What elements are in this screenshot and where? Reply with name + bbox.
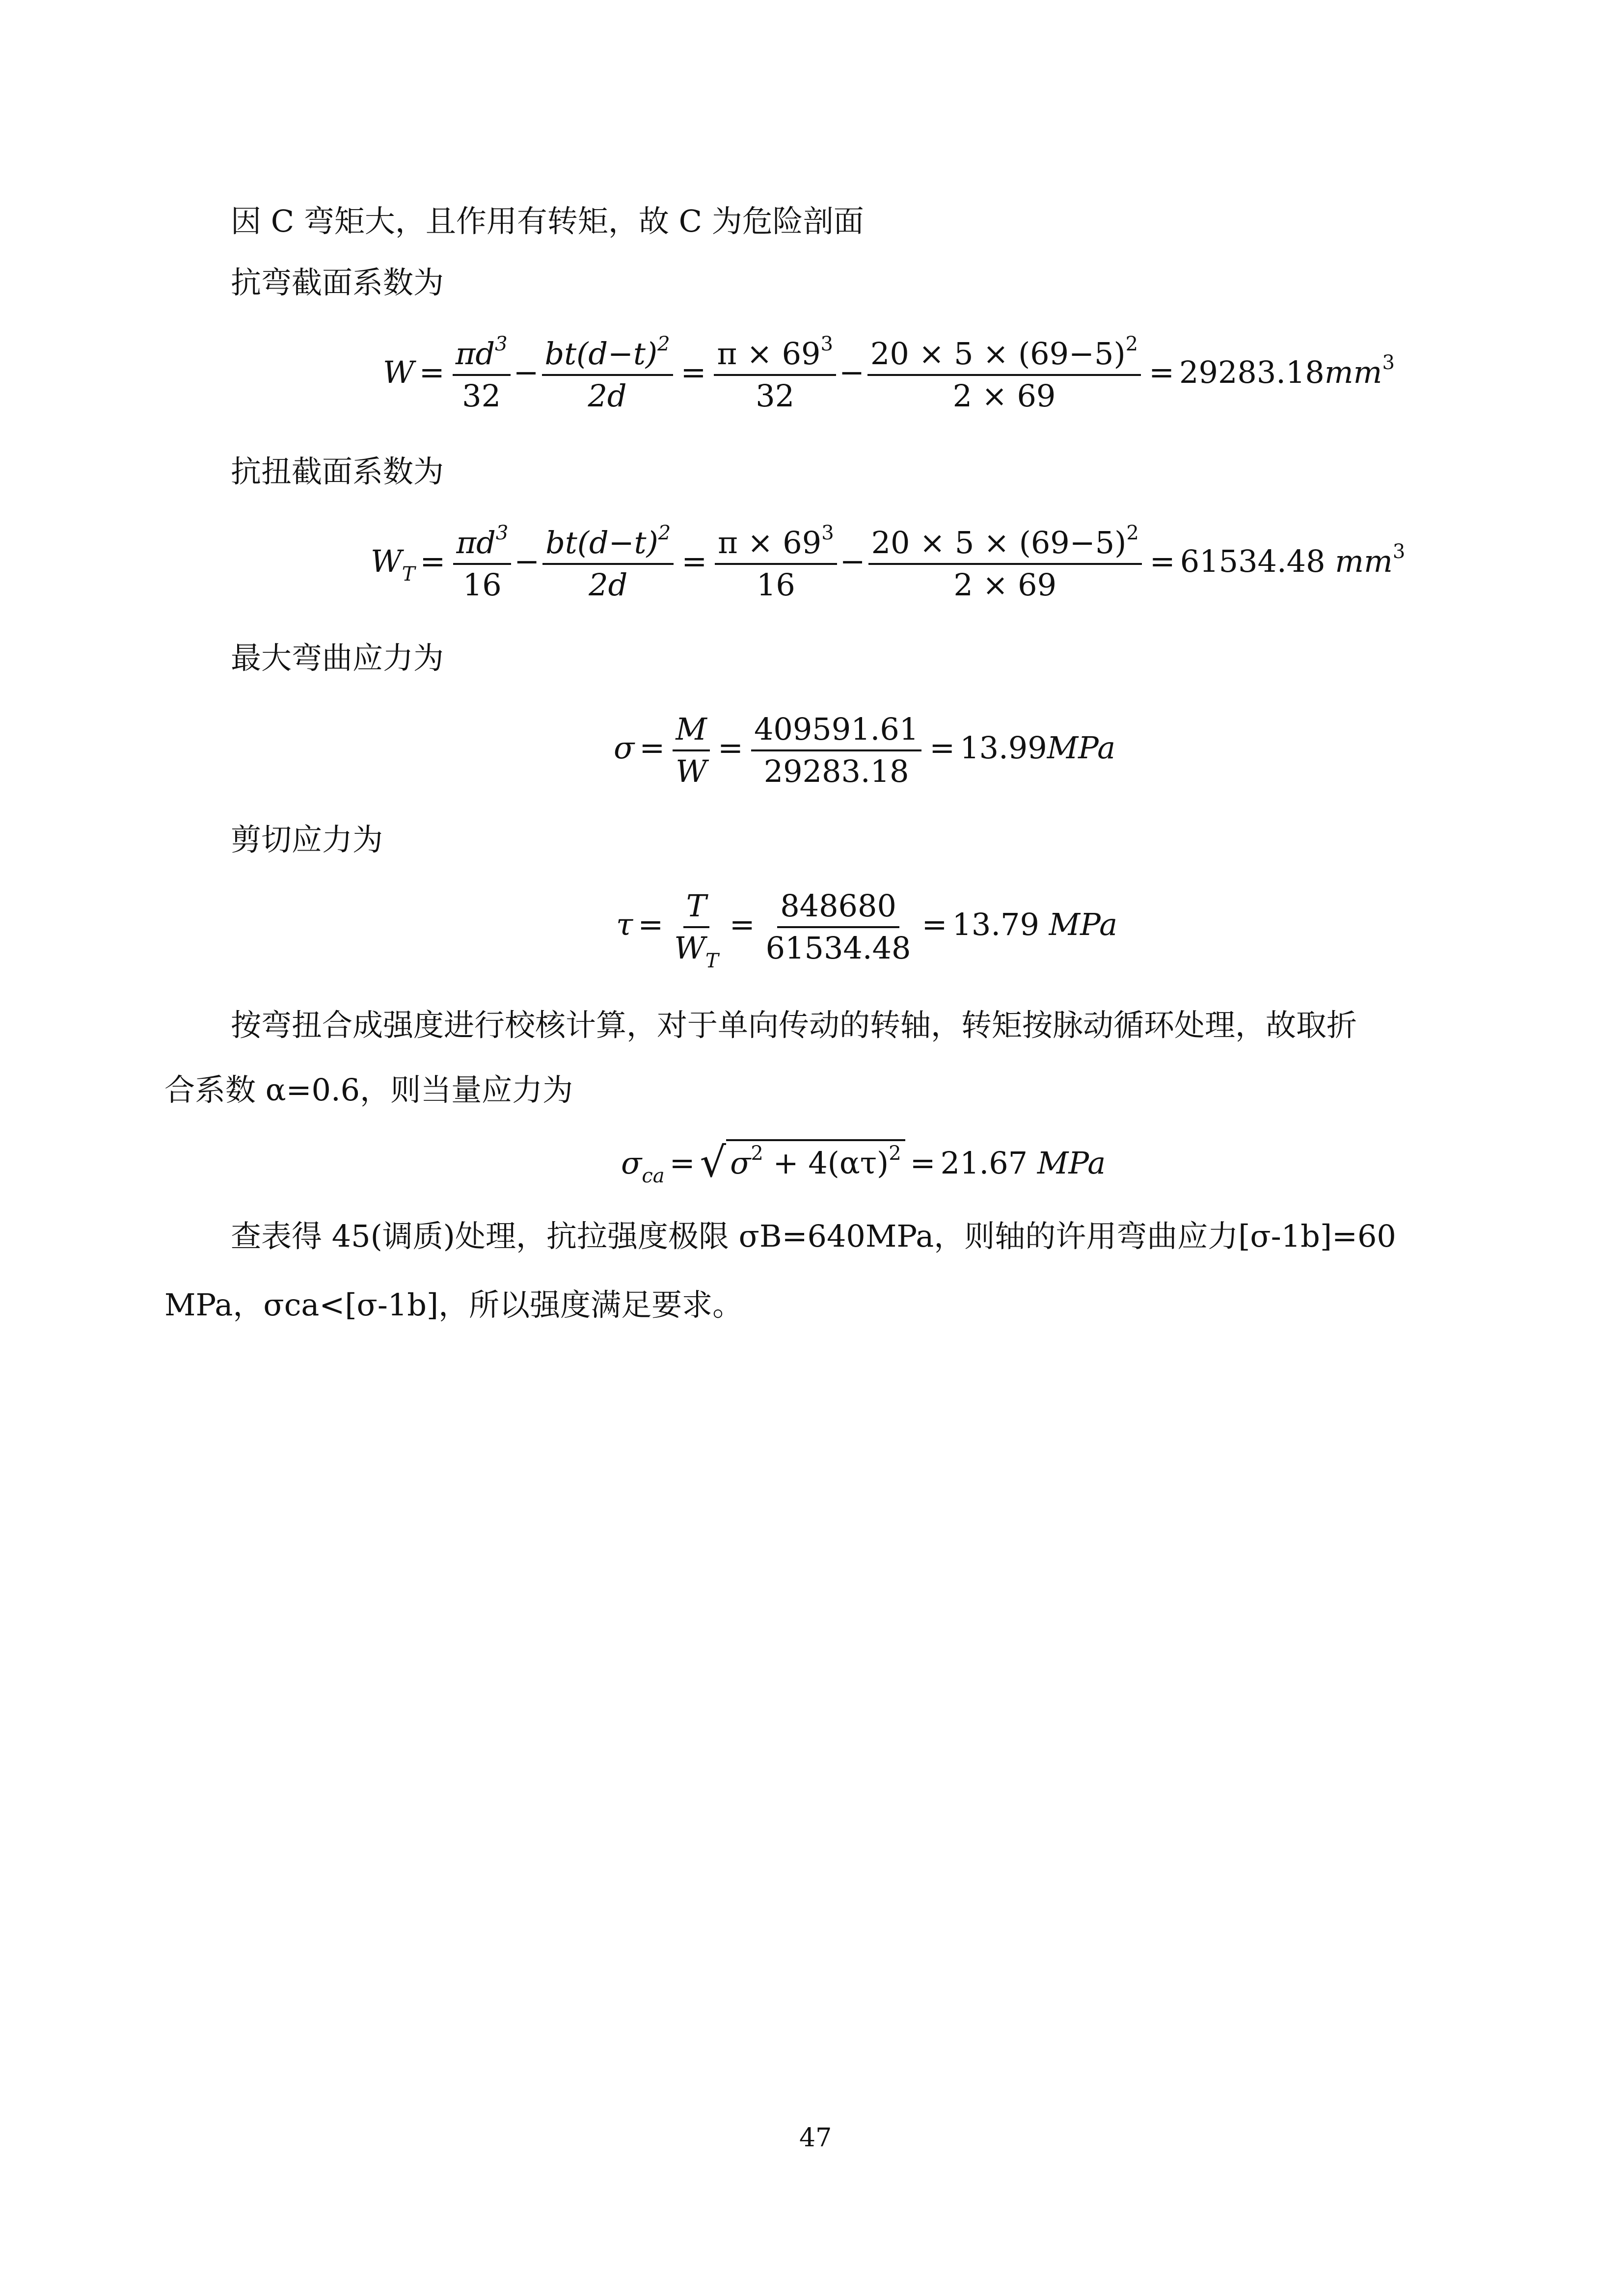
paragraph-combined-strength-line2: 合系数 α=0.6，则当量应力为: [164, 1072, 573, 1108]
eq3-frac-b: $\frac{409591.61}{29283.18}$: [751, 714, 921, 787]
line-torsion-modulus-heading: 抗扭截面系数为: [231, 454, 444, 489]
eq3-frac-a: $\frac{M}{W}$: [673, 714, 710, 787]
eq4-frac-b: $\frac{848680}{61534.48}$: [765, 888, 911, 966]
sqrt-sign: √: [700, 1138, 727, 1186]
line-shear-stress-heading: 剪切应力为: [231, 822, 383, 857]
equation-bending-stress: σ = $\frac{M}{W}$ = $\frac{409591.61}{29283.18}$ = 13.99MPa: [614, 711, 1116, 789]
equation-shear-stress: τ = $\frac{T}{W_T}$ = $\frac{848680}{61534.48}$ = 13.79 MPa: [616, 888, 1118, 972]
equation-bending-modulus: W = $\frac{\pi d^3}{32}$ − $\frac{bt(d-t)^2}{2d}$ = $\frac{\pi \times 69^3}{32}$ − $\frac{20 \times 5 \times (69-5)^2}{2 \times 69}$ = $29283.18mm^3$: [383, 333, 1395, 414]
page-number: 47: [799, 2123, 832, 2153]
eq1-frac-c: $\frac{\pi \times 69^3}{32}$: [714, 339, 836, 411]
equation-equivalent-stress: $\sigma_{ca}$ = √ $\sigma^2 + 4(\alpha\tau)^2 = 21.67$ MPa: [621, 1138, 1106, 1187]
line-bending-modulus-heading: 抗弯截面系数为: [231, 265, 444, 300]
eq5-result: 21.67: [940, 1145, 1028, 1181]
eq4-frac-a: $\frac{T}{W_T}$: [674, 888, 719, 972]
paragraph-conclusion-line2: MPa，σca<[σ-1b]，所以强度满足要求。: [164, 1287, 743, 1323]
eq1-frac-a: $\frac{\pi d^3}{32}$: [453, 339, 511, 411]
line-max-bending-stress-heading: 最大弯曲应力为: [231, 640, 444, 676]
eq2-frac-b: $\frac{bt(d-t)^2}{2d}$: [542, 528, 674, 600]
eq1-frac-b: $\frac{bt(d-t)^2}{2d}$: [542, 339, 673, 411]
eq4-result: 13.79: [952, 907, 1039, 943]
eq2-result: 61534.48: [1180, 543, 1326, 580]
paragraph-conclusion-line1: 查表得 45(调质)处理，抗拉强度极限 σB=640MPa，则轴的许用弯曲应力[σ-1b]=60: [231, 1218, 1396, 1254]
eq4-lhs: τ: [616, 907, 633, 943]
eq5-radicand: $\sigma^2 + 4(\alpha\tau)^2$: [726, 1139, 905, 1178]
equation-torsion-modulus: $W_T$ = $\frac{\pi d^3}{16}$ − $\frac{bt(d-t)^2}{2d}$ = $\frac{\pi \times 69^3}{16}$ − $\frac{20 \times 5 \times (69-5)^2}{2 \times 69}$ = 61534.48 $mm^3$: [371, 522, 1406, 603]
eq3-lhs: σ: [614, 730, 635, 766]
eq2-frac-c: $\frac{\pi \times 69^3}{16}$: [715, 528, 837, 600]
paragraph-combined-strength-line1: 按弯扭合成强度进行校核计算，对于单向传动的转轴，转矩按脉动循环处理，故取折: [231, 1007, 1357, 1043]
eq5-lhs: σ: [621, 1145, 642, 1181]
eq1-lhs: W: [383, 354, 414, 391]
eq2-frac-a: $\frac{\pi d^3}{16}$: [453, 528, 511, 600]
line-dangerous-section: 因 C 弯矩大，且作用有转矩，故 C 为危险剖面: [231, 203, 864, 239]
eq3-result: 13.99: [960, 730, 1047, 766]
eq2-frac-d: $\frac{20 \times 5 \times (69-5)^2}{2 \times 69}$: [868, 528, 1142, 600]
eq1-frac-d: $\frac{20 \times 5 \times (69-5)^2}{2 \times 69}$: [867, 339, 1141, 411]
eq2-lhs: W: [371, 543, 402, 580]
eq1-result: 29283.18: [1179, 354, 1325, 391]
